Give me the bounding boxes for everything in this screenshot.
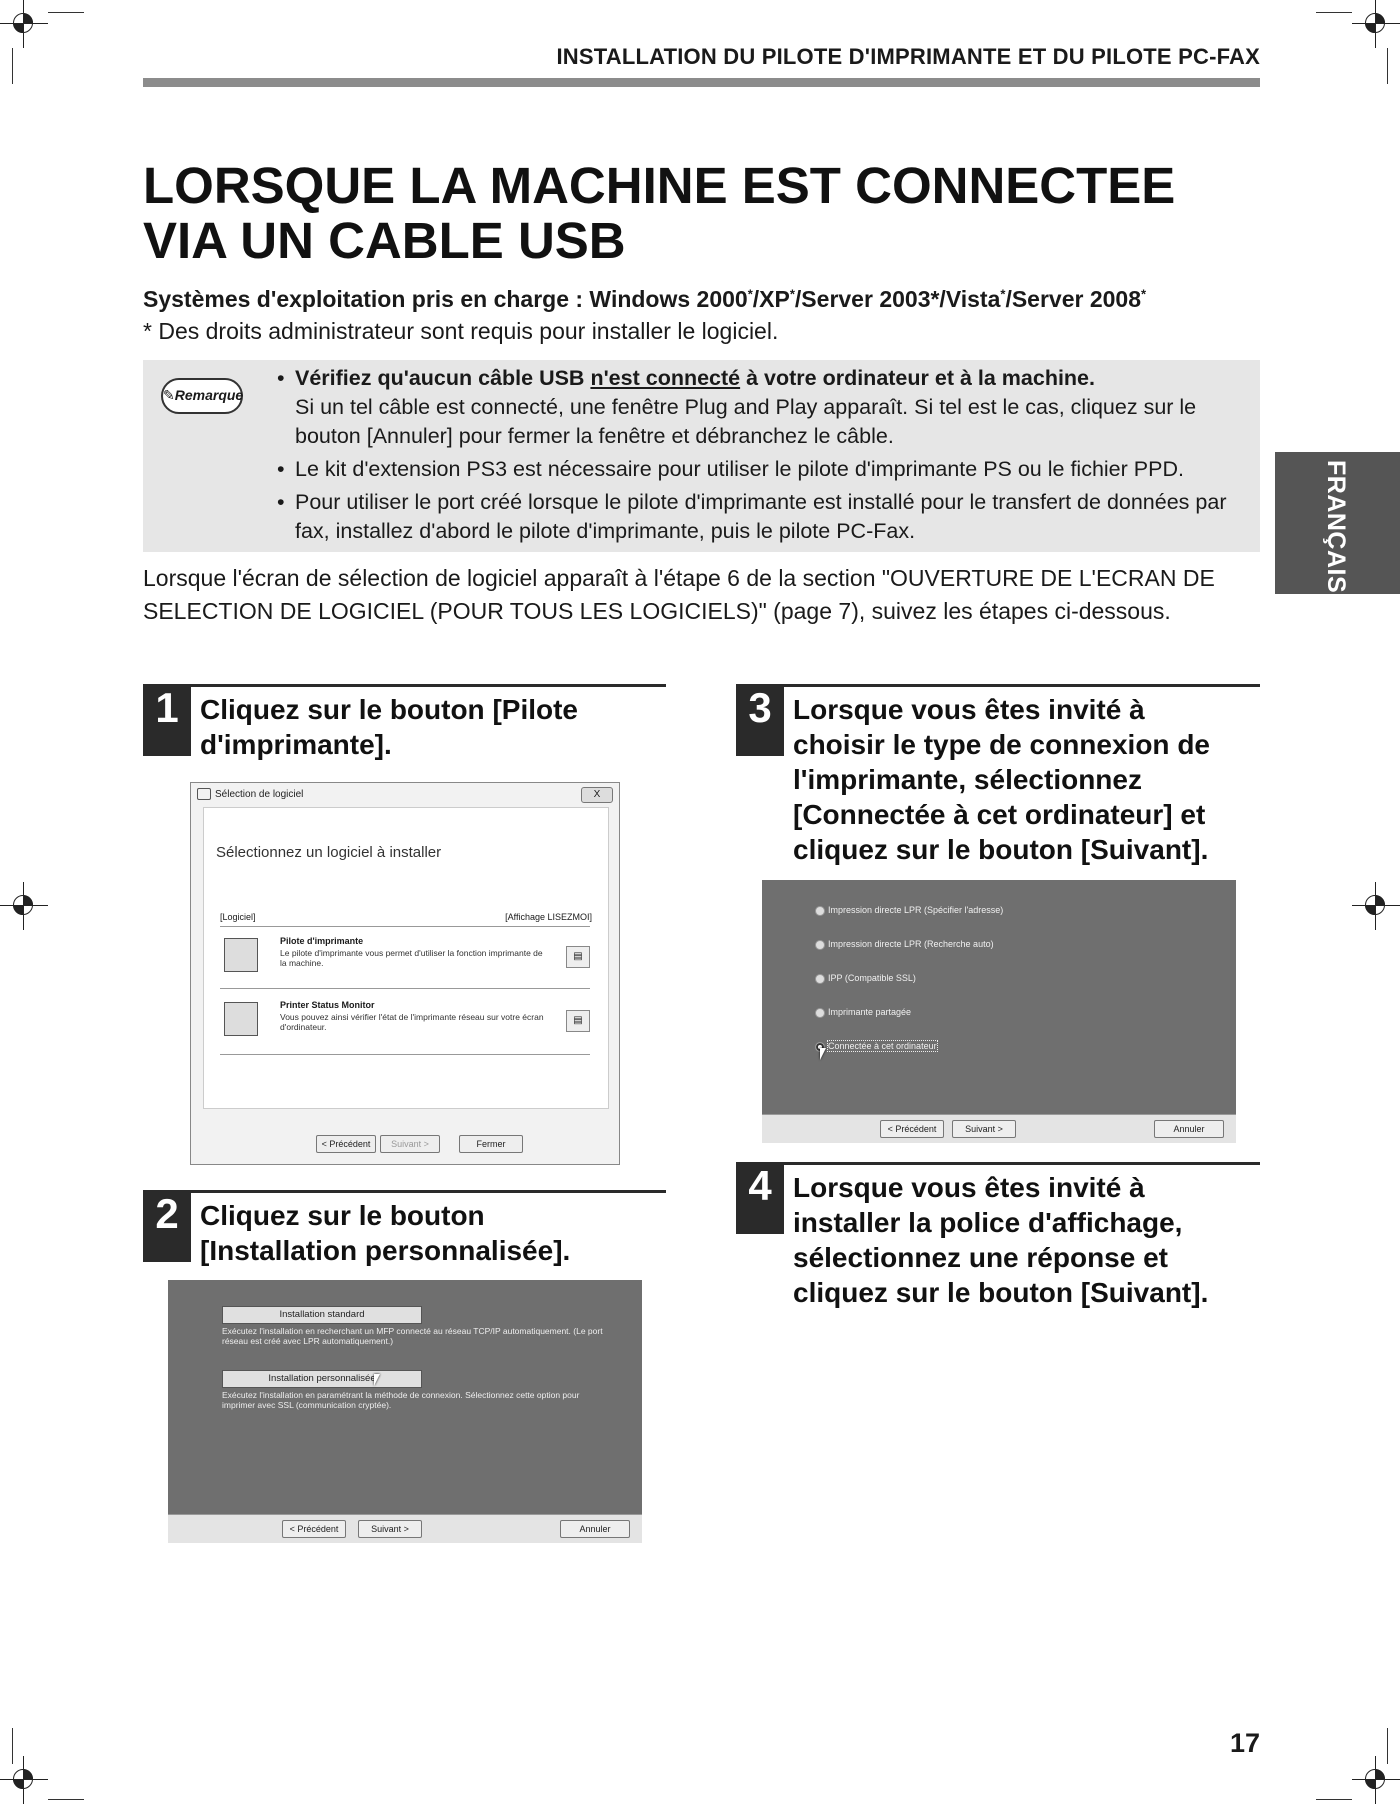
install-type-screen <box>168 1280 642 1514</box>
previous-button[interactable]: < Précédent <box>880 1120 944 1138</box>
crop-mark-bottom-left <box>0 1756 48 1804</box>
standard-install-description: Exécutez l'installation en recherchant un MFP connecté au réseau TCP/IP automatiquement. (Le port réseau est créé avec LPR automatiquement.) <box>222 1326 603 1346</box>
radio-option-selected[interactable]: Connectée à cet ordinateur <box>815 1040 937 1052</box>
radio-button[interactable] <box>815 974 825 984</box>
step-rule <box>191 1190 666 1193</box>
step-rule <box>784 1162 1260 1165</box>
note-item: • Vérifiez qu'aucun câble USB n'est connecté à votre ordinateur et à la machine. Si un tel câble est connecté, une fenêtre Plug and Play apparaît. Si tel est le cas, cliquez sur le bouton [Annuler] pour fermer la fenêtre et débranchez le câble. <box>277 364 1252 451</box>
page-title: LORSQUE LA MACHINE EST CONNECTEE VIA UN CABLE USB <box>143 157 1176 269</box>
step-text: Lorsque vous êtes invité à choisir le type de connexion de l'imprimante, sélectionnez [Connectée à cet ordinateur] et cliquez sur le bouton [Suivant]. <box>793 694 1210 865</box>
step-number: 4 <box>736 1162 784 1234</box>
dialog-heading: Sélectionnez un logiciel à installer <box>216 844 442 861</box>
step-number: 3 <box>736 684 784 756</box>
intro-paragraph: Lorsque l'écran de sélection de logiciel apparaît à l'étape 6 de la section "OUVERTURE DE L'ECRAN DE SELECTION DE LOGICIEL (POUR TOUS LES LOGICIELS)" (page 7), suivez les étapes ci-dessous. <box>143 565 1215 624</box>
admin-rights-note: * Des droits administrateur sont requis pour installer le logiciel. <box>143 318 779 344</box>
readme-icon[interactable]: ▤ <box>566 946 590 968</box>
step-3 <box>736 684 1260 864</box>
trim-line <box>1316 1799 1352 1800</box>
radio-option[interactable]: Impression directe LPR (Recherche auto) <box>815 938 994 950</box>
step-number: 1 <box>143 684 191 756</box>
trim-line <box>48 12 84 13</box>
software-selection-dialog <box>190 782 620 1165</box>
header-rule <box>143 78 1260 87</box>
trim-line <box>12 1728 13 1764</box>
next-button[interactable]: Suivant > <box>952 1120 1016 1138</box>
window-title: Sélection de logiciel <box>197 785 613 805</box>
radio-button[interactable] <box>815 1008 825 1018</box>
button-bar <box>168 1514 642 1543</box>
readme-column-label: [Affichage LISEZMOI] <box>505 912 592 922</box>
divider <box>220 1054 590 1055</box>
trim-line <box>48 1799 84 1800</box>
mouse-cursor-icon <box>374 1374 380 1386</box>
note-badge: ✎Remarque <box>161 378 243 414</box>
radio-option[interactable]: Imprimante partagée <box>815 1006 911 1018</box>
note-item: • Pour utiliser le port créé lorsque le pilote d'imprimante est installé pour le transfert de données par fax, installez d'abord le pilote d'imprimante, puis le pilote PC-Fax. <box>277 488 1252 546</box>
app-icon <box>197 788 211 800</box>
mouse-cursor-icon <box>820 1048 826 1060</box>
radio-option[interactable]: Impression directe LPR (Spécifier l'adresse) <box>815 904 1003 916</box>
step-text: Cliquez sur le bouton [Installation personnalisée]. <box>200 1200 571 1266</box>
language-tab-label: FRANÇAIS <box>1322 460 1350 594</box>
readme-icon[interactable]: ▤ <box>566 1010 590 1032</box>
divider <box>220 988 590 989</box>
step-rule <box>784 684 1260 687</box>
crop-mark-top-left <box>0 0 48 48</box>
note-item: • Le kit d'extension PS3 est nécessaire pour utiliser le pilote d'imprimante PS ou le fichier PPD. <box>277 455 1252 484</box>
crop-mark-top-right <box>1352 0 1400 48</box>
cancel-button[interactable]: Annuler <box>1154 1120 1224 1138</box>
step-number: 2 <box>143 1190 191 1262</box>
crop-mark-bottom-right <box>1352 1756 1400 1804</box>
trim-line <box>12 48 13 84</box>
pencil-icon: ✎ <box>163 387 175 403</box>
trim-line <box>1387 1728 1388 1764</box>
radio-button[interactable] <box>815 940 825 950</box>
step-text: Cliquez sur le bouton [Pilote d'imprimante]. <box>200 694 578 760</box>
supported-os: Systèmes d'exploitation pris en charge : Windows 2000*/XP*/Server 2003*/Vista*/Server 2008* <box>143 286 1147 312</box>
trim-line <box>1316 12 1352 13</box>
next-button[interactable]: Suivant > <box>380 1135 440 1153</box>
page-number: 17 <box>1229 1728 1260 1758</box>
previous-button[interactable]: < Précédent <box>316 1135 376 1153</box>
item-name: Pilote d'imprimante <box>280 936 364 946</box>
printer-driver-item[interactable] <box>224 936 594 986</box>
step-text: Lorsque vous êtes invité à installer la police d'affichage, sélectionnez une réponse et cliquez sur le bouton [Suivant]. <box>793 1172 1209 1308</box>
trim-line <box>1387 48 1388 84</box>
divider <box>220 926 590 927</box>
status-monitor-item[interactable] <box>224 1000 594 1050</box>
radio-option[interactable]: IPP (Compatible SSL) <box>815 972 916 984</box>
software-column-label: [Logiciel] <box>220 912 256 922</box>
dialog-body <box>203 807 609 1109</box>
standard-install-button[interactable]: Installation standard <box>222 1306 422 1324</box>
custom-install-description: Exécutez l'installation en paramétrant la méthode de connexion. Sélectionnez cette option pour imprimer avec SSL (communication cryptée). <box>222 1390 580 1410</box>
next-button[interactable]: Suivant > <box>358 1520 422 1538</box>
step-4 <box>736 1162 1260 1312</box>
item-name: Printer Status Monitor <box>280 1000 375 1010</box>
crop-mark-mid-left <box>0 882 48 930</box>
step-1 <box>143 684 666 764</box>
cancel-button[interactable]: Annuler <box>560 1520 630 1538</box>
monitor-icon[interactable] <box>224 1002 258 1036</box>
previous-button[interactable]: < Précédent <box>282 1520 346 1538</box>
close-button[interactable]: X <box>581 787 613 803</box>
item-description: Le pilote d'imprimante vous permet d'utiliser la fonction imprimante de la machine. <box>280 948 543 968</box>
close-dialog-button[interactable]: Fermer <box>459 1135 523 1153</box>
running-header: INSTALLATION DU PILOTE D'IMPRIMANTE ET DU PILOTE PC-FAX <box>556 44 1260 69</box>
item-description: Vous pouvez ainsi vérifier l'état de l'imprimante réseau sur votre écran d'ordinateur. <box>280 1012 544 1032</box>
note-list <box>277 364 1252 550</box>
step-2 <box>143 1190 666 1270</box>
custom-install-button[interactable]: Installation personnalisée <box>222 1370 422 1388</box>
language-tab <box>1275 452 1400 594</box>
step-rule <box>191 684 666 687</box>
radio-button[interactable] <box>815 906 825 916</box>
crop-mark-mid-right <box>1352 882 1400 930</box>
button-bar <box>762 1114 1236 1143</box>
note-box <box>143 360 1260 552</box>
printer-icon[interactable] <box>224 938 258 972</box>
